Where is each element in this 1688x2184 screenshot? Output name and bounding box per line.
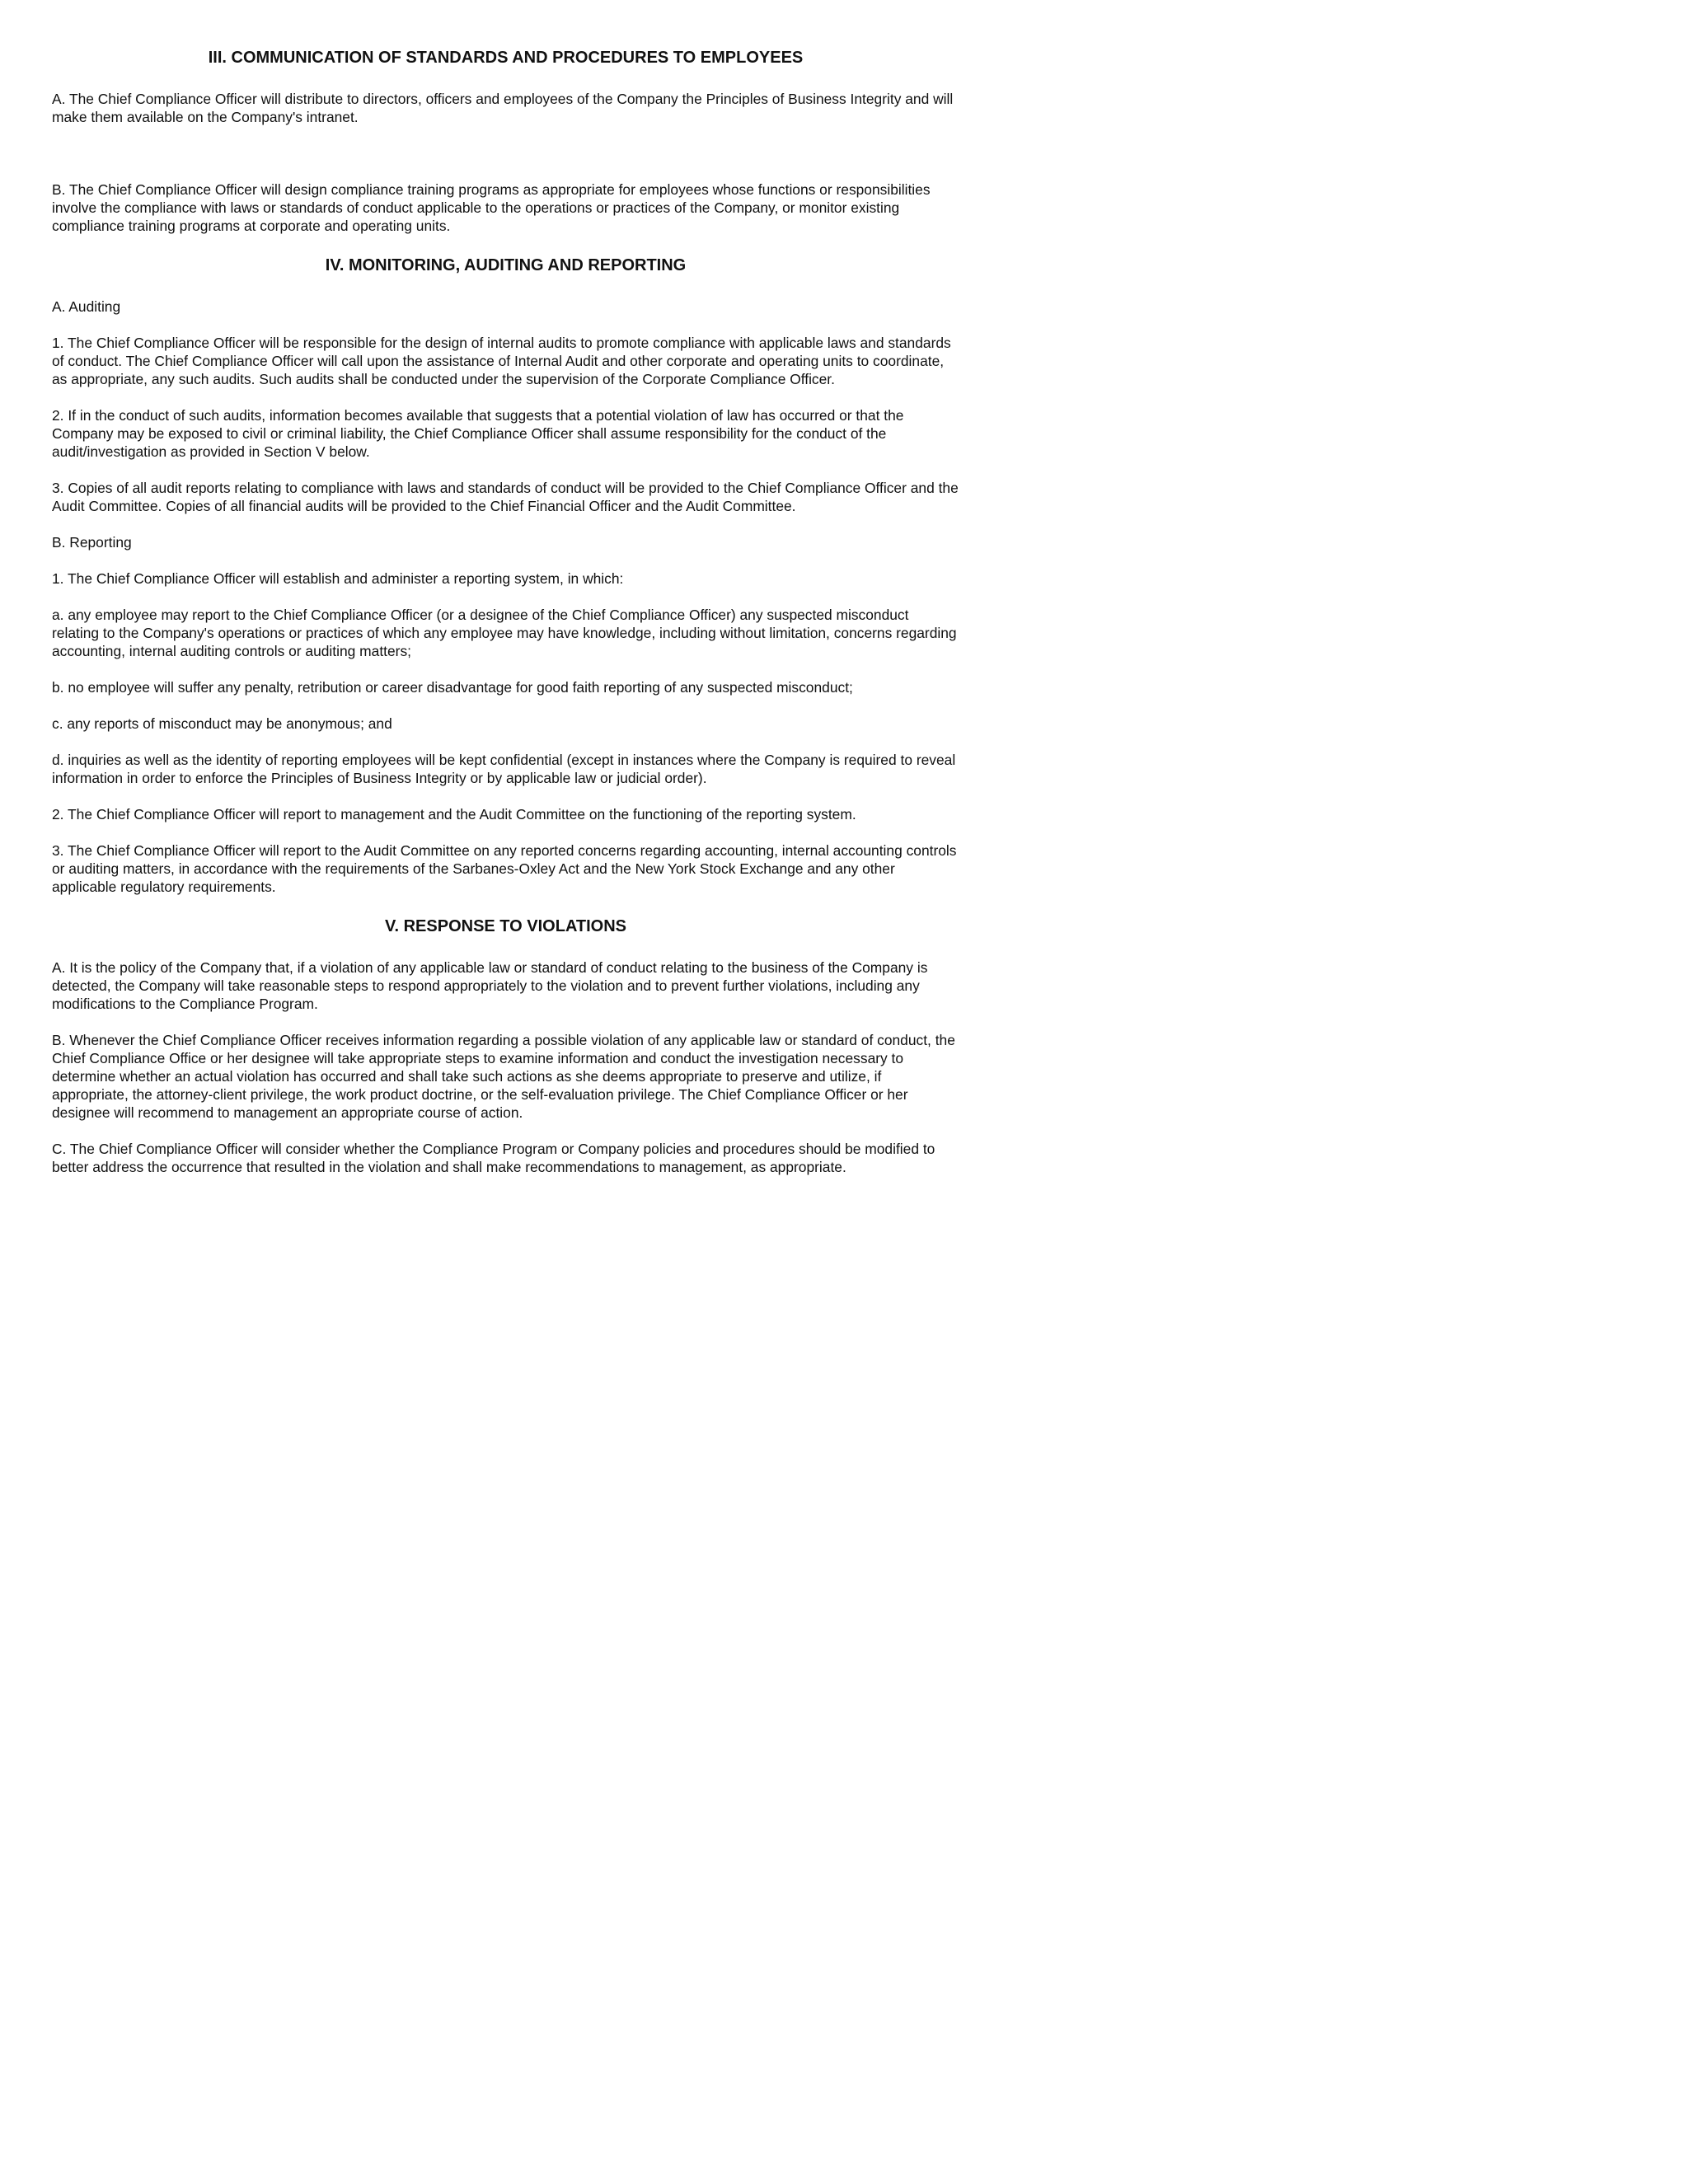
- paragraph: A. Auditing: [52, 298, 121, 315]
- section-heading: IV. MONITORING, AUDITING AND REPORTING: [325, 256, 687, 274]
- section-monitoring: [52, 255, 959, 896]
- paragraph: 2. If in the conduct of such audits, information becomes available that suggests that a potential violation of law has occurred or that the Company may be exposed to civil or criminal liability, the Chief Compliance Officer shall assume responsibility for the conduct of the audit/investigation as provided in Section V below.: [52, 407, 904, 460]
- paragraph: b. no employee will suffer any penalty, retribution or career disadvantage for good faith reporting of any suspected misconduct;: [52, 679, 853, 696]
- paragraph: 3. Copies of all audit reports relating to compliance with laws and standards of conduct will be provided to the Chief Compliance Officer and the Audit Committee. Copies of all financial audits will be provided to the Chief Financial Officer and the Audit Committee.: [52, 480, 959, 514]
- paragraph: B. Reporting: [52, 534, 132, 551]
- paragraph: A. It is the policy of the Company that, if a violation of any applicable law or standard of conduct relating to the business of the Company is detected, the Company will take reasonable steps to respond appropriately to the violation and to prevent further violations, including any modifications to the Compliance Program.: [52, 959, 928, 1012]
- section-communication: [52, 48, 959, 235]
- paragraph: C. The Chief Compliance Officer will consider whether the Compliance Program or Company policies and procedures should be modified to better address the occurrence that resulted in the violation and shall make recommendations to management, as appropriate.: [52, 1141, 935, 1175]
- section-heading: V. RESPONSE TO VIOLATIONS: [384, 917, 627, 935]
- paragraph: 2. The Chief Compliance Officer will report to management and the Audit Committee on the functioning of the reporting system.: [52, 806, 856, 823]
- paragraph: 3. The Chief Compliance Officer will report to the Audit Committee on any reported concerns regarding accounting, internal accounting controls or auditing matters, in accordance with the requirements of the Sarbanes-Oxley Act and the New York Stock Exchange and any other applicable regulatory requirements.: [52, 842, 957, 895]
- document-page: [0, 0, 1002, 1297]
- paragraph: A. The Chief Compliance Officer will distribute to directors, officers and employees of the Company the Principles of Business Integrity and will make them available on the Company's intranet.: [52, 91, 954, 125]
- paragraph: B. The Chief Compliance Officer will design compliance training programs as appropriate for employees whose functions or responsibilities involve the compliance with laws or standards of conduct applicable to the operations or practices of the Company, or monitor existing compliance training programs at corporate and operating units.: [52, 181, 931, 234]
- paragraph: B. Whenever the Chief Compliance Officer receives information regarding a possible violation of any applicable law or standard of conduct, the Chief Compliance Office or her designee will take appropriate steps to examine information and conduct the investigation necessary to determine whether an actual violation has occurred and shall take such actions as she deems appropriate to preserve and utilize, if appropriate, the attorney-client privilege, the work product doctrine, or the self-evaluation privilege. The Chief Compliance Officer or her designee will recommend to management an appropriate course of action.: [52, 1032, 955, 1121]
- paragraph: a. any employee may report to the Chief Compliance Officer (or a designee of the Chief Compliance Officer) any suspected misconduct relating to the Company's operations or practices of which any employee may have knowledge, including without limitation, concerns regarding accounting, internal auditing controls or auditing matters;: [52, 607, 957, 659]
- paragraph: d. inquiries as well as the identity of reporting employees will be kept confidential (except in instances where the Company is required to reveal information in order to enforce the Principles of Business Integrity or by applicable law or judicial order).: [52, 752, 956, 786]
- section-heading: III. COMMUNICATION OF STANDARDS AND PROCEDURES TO EMPLOYEES: [208, 49, 804, 67]
- paragraph: 1. The Chief Compliance Officer will establish and administer a reporting system, in which:: [52, 570, 624, 587]
- paragraph: c. any reports of misconduct may be anonymous; and: [52, 715, 392, 732]
- paragraph: 1. The Chief Compliance Officer will be responsible for the design of internal audits to promote compliance with applicable laws and standards of conduct. The Chief Compliance Officer will call upon the assistance of Internal Audit and other corporate and operating units to coordinate, as appropriate, any such audits. Such audits shall be conducted under the supervision of the Corporate Compliance Officer.: [52, 335, 951, 387]
- section-response-to-violations: [52, 916, 959, 1176]
